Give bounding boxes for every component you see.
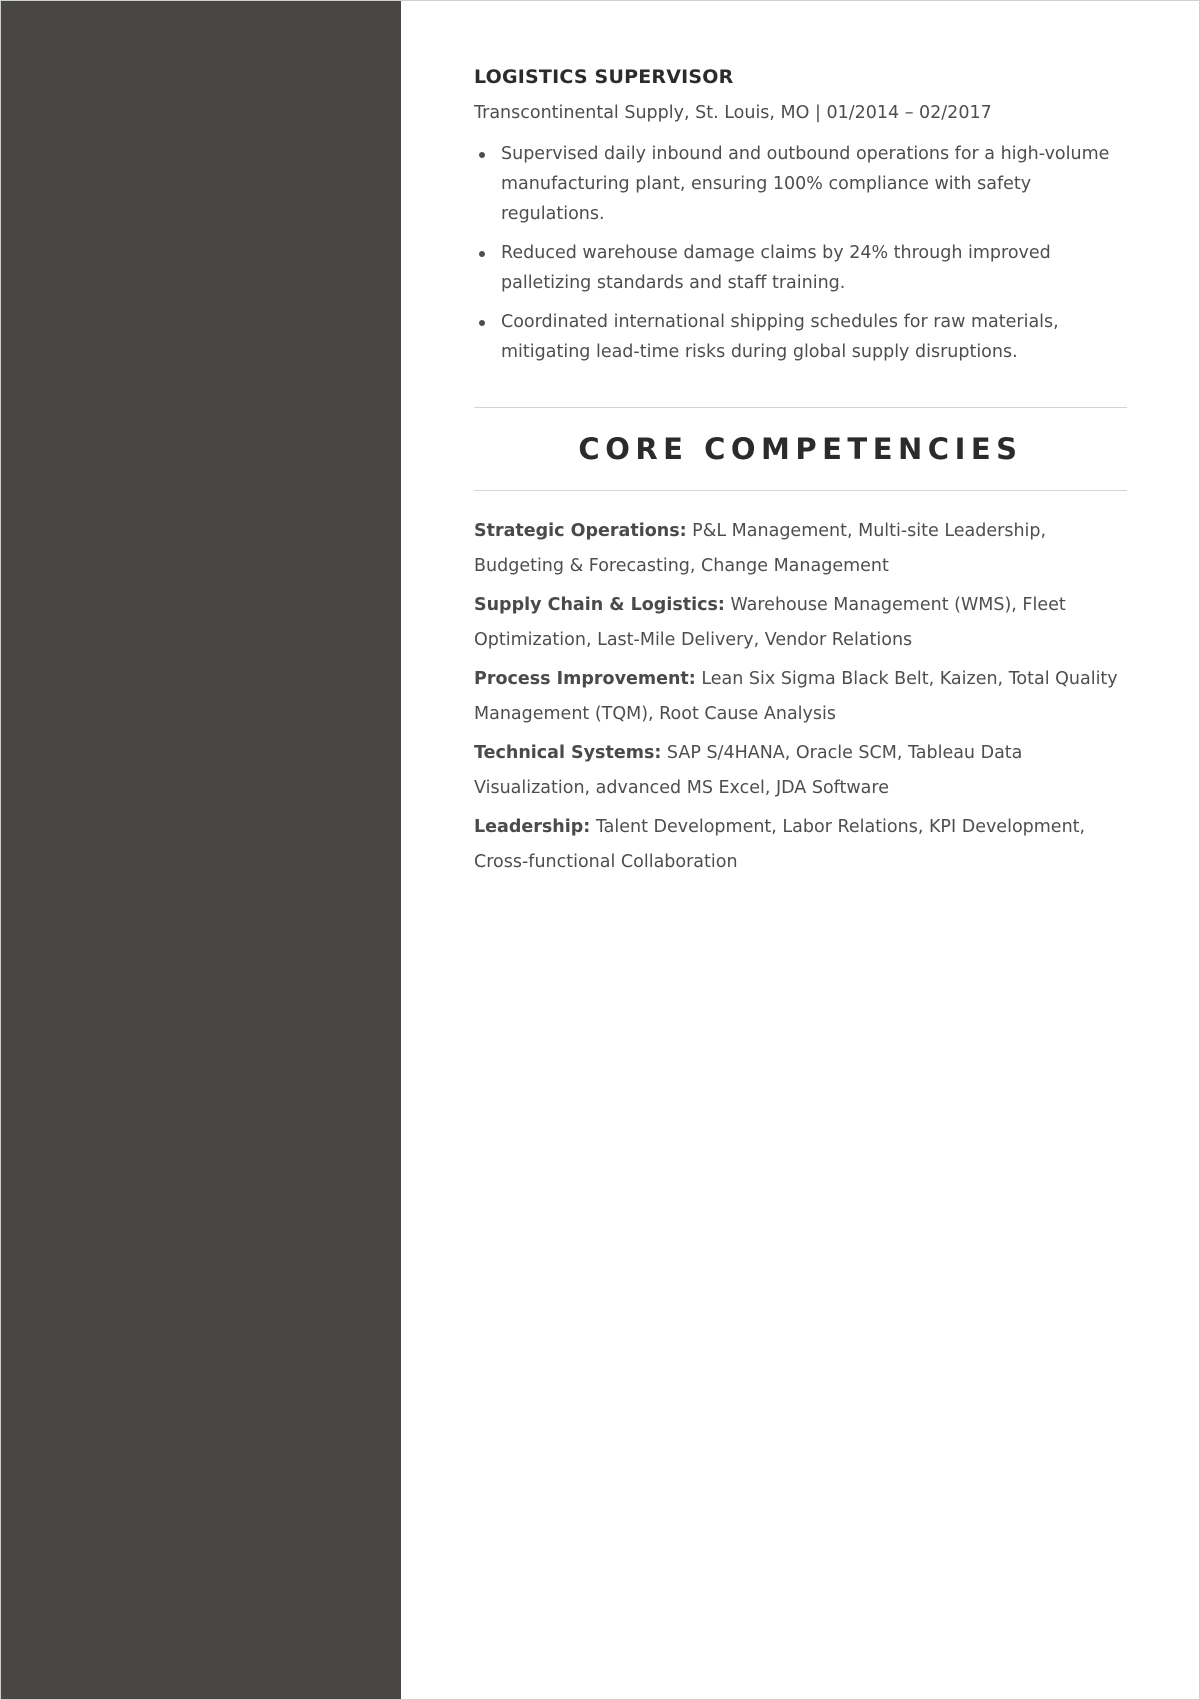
competency-item (474, 736, 1127, 806)
job-bullet (474, 238, 1127, 298)
bullet-dot-icon (479, 251, 485, 257)
competency-item (474, 662, 1127, 732)
bullet-dot-icon (479, 152, 485, 158)
competencies-list (474, 514, 1127, 880)
main-content (474, 63, 1127, 884)
competency-item (474, 514, 1127, 584)
competency-label: Process Improvement: (474, 669, 696, 689)
competency-text: SAP S/4HANA, Oracle SCM, Tableau Data Visualization, advanced MS Excel, JDA Software (474, 743, 1023, 798)
competency-label: Technical Systems: (474, 743, 662, 763)
job-bullet (474, 307, 1127, 367)
competency-text: Lean Six Sigma Black Belt, Kaizen, Total Quality Management (TQM), Root Cause Analysis (474, 669, 1118, 724)
competency-text: Talent Development, Labor Relations, KPI Development, Cross-functional Collaboration (474, 817, 1086, 872)
job-meta: Transcontinental Supply, St. Louis, MO | 01/2014 – 02/2017 (474, 103, 992, 123)
job-bullet (474, 139, 1127, 229)
competency-text: P&L Management, Multi-site Leadership, Budgeting & Forecasting, Change Management (474, 521, 1047, 576)
competency-label: Strategic Operations: (474, 521, 687, 541)
section-title: CORE COMPETENCIES (578, 432, 1023, 466)
job-bullet-text: Coordinated international shipping schedules for raw materials, mitigating lead-time risks during global supply disruptions. (501, 312, 1059, 362)
competency-item (474, 810, 1127, 880)
competency-label: Leadership: (474, 817, 591, 837)
bullet-dot-icon (479, 320, 485, 326)
job-bullet-text: Reduced warehouse damage claims by 24% through improved palletizing standards and staff training. (501, 243, 1051, 293)
competency-label: Supply Chain & Logistics: (474, 595, 725, 615)
competency-text: Warehouse Management (WMS), Fleet Optimization, Last-Mile Delivery, Vendor Relations (474, 595, 1066, 650)
job-title: LOGISTICS SUPERVISOR (474, 66, 734, 88)
competency-item (474, 588, 1127, 658)
job-bullet-text: Supervised daily inbound and outbound operations for a high-volume manufacturing plant, ensuring 100% compliance with safety regulations. (501, 144, 1110, 224)
sidebar-panel (1, 1, 401, 1699)
job-bullets (474, 139, 1127, 367)
competencies-header (474, 407, 1127, 491)
